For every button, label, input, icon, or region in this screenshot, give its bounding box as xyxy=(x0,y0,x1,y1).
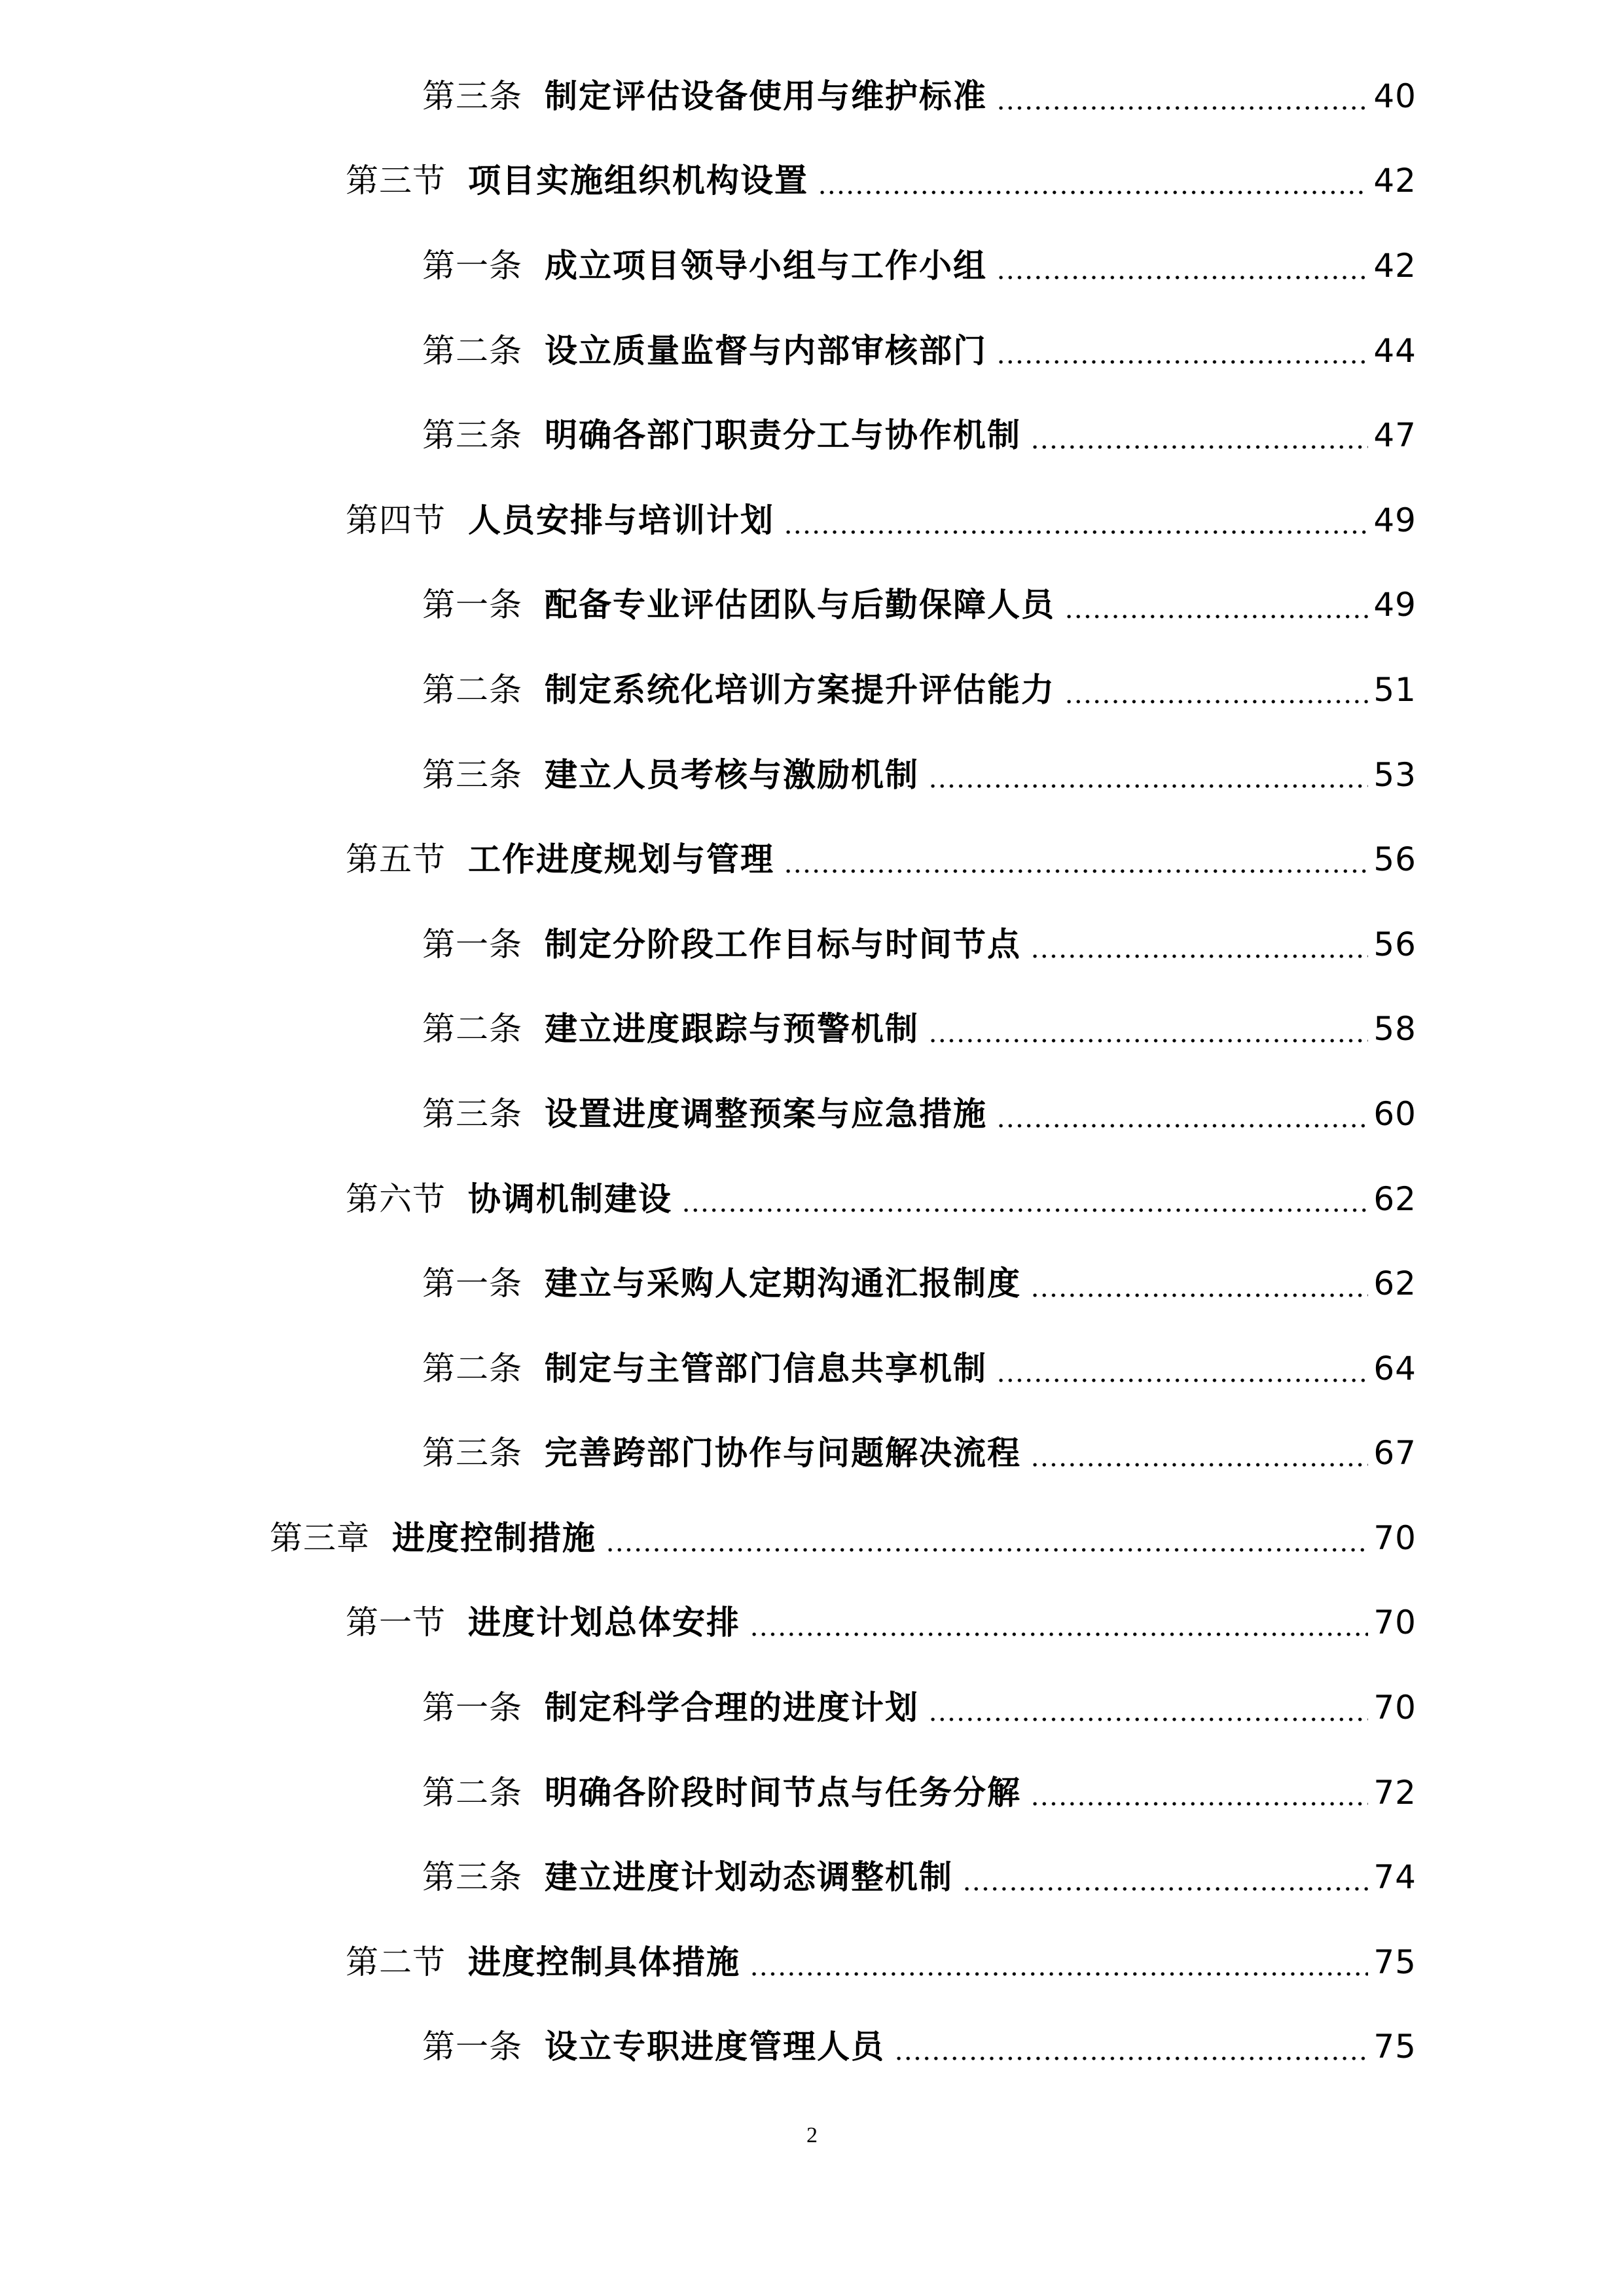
toc-entry-article[interactable] xyxy=(0,647,1624,732)
toc-entry-number: 第二条 xyxy=(422,331,522,370)
dot-leader xyxy=(681,1208,1368,1212)
toc-entry-page-number: 60 xyxy=(1373,1094,1416,1133)
toc-entry-article[interactable] xyxy=(0,393,1624,478)
toc-entry-page-number: 70 xyxy=(1373,1518,1416,1557)
toc-entry-number: 第三条 xyxy=(422,1434,522,1473)
dot-leader xyxy=(928,1717,1368,1721)
dot-leader xyxy=(962,1887,1368,1891)
dot-leader xyxy=(928,1039,1368,1043)
toc-entry-section[interactable] xyxy=(0,1157,1624,1242)
toc-entry-number: 第一条 xyxy=(422,2028,522,2066)
toc-entry-number: 第二条 xyxy=(422,1349,522,1388)
toc-entry-article[interactable] xyxy=(0,54,1624,139)
toc-entry-title: 明确各阶段时间节点与任务分解 xyxy=(545,1772,1021,1812)
toc-entry-section[interactable] xyxy=(0,478,1624,563)
dot-leader xyxy=(749,1632,1368,1636)
toc-entry-number: 第五节 xyxy=(346,840,446,879)
table-of-contents xyxy=(0,54,1624,2089)
toc-entry-title: 人员安排与培训计划 xyxy=(468,500,774,539)
dot-leader xyxy=(996,276,1368,279)
toc-entry-number: 第三条 xyxy=(422,416,522,455)
dot-leader xyxy=(784,530,1368,534)
toc-entry-title: 成立项目领导小组与工作小组 xyxy=(545,245,987,285)
toc-entry-page-number: 67 xyxy=(1373,1434,1416,1473)
toc-entry-title: 制定科学合理的进度计划 xyxy=(545,1688,919,1727)
toc-entry-page-number: 75 xyxy=(1373,2028,1416,2066)
toc-entry-number: 第二条 xyxy=(422,1773,522,1812)
toc-entry-title: 建立进度跟踪与预警机制 xyxy=(545,1009,919,1049)
toc-entry-number: 第三条 xyxy=(422,755,522,794)
toc-entry-title: 制定分阶段工作目标与时间节点 xyxy=(545,924,1021,963)
toc-entry-number: 第三条 xyxy=(422,1094,522,1133)
toc-entry-article[interactable] xyxy=(0,308,1624,393)
toc-entry-number: 第三条 xyxy=(422,77,522,115)
dot-leader xyxy=(1030,445,1368,449)
toc-entry-title: 进度控制措施 xyxy=(392,1518,596,1557)
toc-entry-page-number: 75 xyxy=(1373,1943,1416,1981)
toc-entry-title: 建立人员考核与激励机制 xyxy=(545,755,919,794)
toc-entry-page-number: 49 xyxy=(1373,501,1416,539)
toc-entry-title: 制定评估设备使用与维护标准 xyxy=(545,76,987,115)
toc-entry-article[interactable] xyxy=(0,563,1624,648)
toc-entry-article[interactable] xyxy=(0,1750,1624,1835)
dot-leader xyxy=(1064,615,1368,619)
toc-entry-page-number: 49 xyxy=(1373,586,1416,624)
toc-entry-article[interactable] xyxy=(0,1326,1624,1411)
dot-leader xyxy=(1030,1293,1368,1297)
toc-entry-section[interactable] xyxy=(0,817,1624,902)
toc-entry-page-number: 40 xyxy=(1373,77,1416,115)
dot-leader xyxy=(1030,1802,1368,1806)
dot-leader xyxy=(894,2056,1368,2060)
toc-entry-article[interactable] xyxy=(0,987,1624,1072)
toc-entry-page-number: 64 xyxy=(1373,1349,1416,1388)
toc-entry-title: 设置进度调整预案与应急措施 xyxy=(545,1094,987,1133)
toc-entry-article[interactable] xyxy=(0,732,1624,817)
toc-entry-title: 配备专业评估团队与后勤保障人员 xyxy=(545,585,1055,624)
toc-entry-number: 第一条 xyxy=(422,246,522,285)
toc-entry-number: 第一条 xyxy=(422,1265,522,1303)
toc-entry-article[interactable] xyxy=(0,223,1624,308)
toc-entry-number: 第一条 xyxy=(422,1689,522,1727)
dot-leader xyxy=(996,106,1368,110)
toc-entry-number: 第六节 xyxy=(346,1179,446,1218)
toc-entry-article[interactable] xyxy=(0,1071,1624,1157)
toc-entry-number: 第二条 xyxy=(422,670,522,709)
toc-entry-page-number: 56 xyxy=(1373,925,1416,963)
dot-leader xyxy=(928,784,1368,788)
toc-entry-page-number: 62 xyxy=(1373,1179,1416,1218)
toc-entry-page-number: 56 xyxy=(1373,840,1416,879)
dot-leader xyxy=(749,1972,1368,1976)
toc-entry-page-number: 47 xyxy=(1373,416,1416,455)
toc-entry-page-number: 72 xyxy=(1373,1773,1416,1812)
toc-entry-article[interactable] xyxy=(0,1835,1624,1920)
toc-entry-page-number: 62 xyxy=(1373,1265,1416,1303)
toc-entry-title: 设立专职进度管理人员 xyxy=(545,2027,885,2066)
toc-entry-title: 建立与采购人定期沟通汇报制度 xyxy=(545,1264,1021,1303)
dot-leader xyxy=(1030,954,1368,958)
toc-entry-section[interactable] xyxy=(0,1581,1624,1666)
toc-entry-title: 工作进度规划与管理 xyxy=(468,840,774,879)
toc-entry-title: 进度计划总体安排 xyxy=(468,1603,740,1642)
toc-entry-title: 进度控制具体措施 xyxy=(468,1942,740,1981)
toc-entry-number: 第二条 xyxy=(422,1010,522,1049)
toc-entry-section[interactable] xyxy=(0,1920,1624,2005)
toc-entry-page-number: 70 xyxy=(1373,1689,1416,1727)
dot-leader xyxy=(818,190,1368,194)
dot-leader xyxy=(784,869,1368,873)
toc-entry-title: 建立进度计划动态调整机制 xyxy=(545,1857,953,1897)
toc-entry-title: 完善跨部门协作与问题解决流程 xyxy=(545,1433,1021,1473)
toc-entry-page-number: 70 xyxy=(1373,1604,1416,1642)
toc-entry-number: 第一节 xyxy=(346,1604,446,1642)
toc-entry-chapter[interactable] xyxy=(0,1496,1624,1581)
dot-leader xyxy=(996,1124,1368,1128)
toc-entry-article[interactable] xyxy=(0,1665,1624,1750)
toc-entry-article[interactable] xyxy=(0,902,1624,987)
toc-entry-section[interactable] xyxy=(0,139,1624,224)
toc-entry-page-number: 53 xyxy=(1373,755,1416,794)
toc-entry-title: 明确各部门职责分工与协作机制 xyxy=(545,416,1021,455)
toc-entry-title: 制定系统化培训方案提升评估能力 xyxy=(545,670,1055,709)
toc-entry-number: 第三条 xyxy=(422,1858,522,1897)
toc-entry-page-number: 42 xyxy=(1373,246,1416,285)
dot-leader xyxy=(996,360,1368,364)
toc-entry-title: 项目实施组织机构设置 xyxy=(468,161,808,200)
dot-leader xyxy=(1030,1463,1368,1467)
toc-entry-number: 第四节 xyxy=(346,501,446,539)
toc-entry-number: 第一条 xyxy=(422,586,522,624)
toc-entry-page-number: 42 xyxy=(1373,162,1416,200)
page-number: 2 xyxy=(806,2123,818,2147)
toc-entry-article[interactable] xyxy=(0,2005,1624,2090)
toc-entry-number: 第一条 xyxy=(422,925,522,963)
dot-leader xyxy=(605,1548,1368,1552)
toc-entry-page-number: 44 xyxy=(1373,331,1416,370)
dot-leader xyxy=(996,1378,1368,1382)
toc-entry-title: 设立质量监督与内部审核部门 xyxy=(545,331,987,370)
toc-entry-number: 第三章 xyxy=(270,1518,370,1557)
toc-entry-number: 第三节 xyxy=(346,162,446,200)
dot-leader xyxy=(1064,700,1368,704)
toc-entry-title: 制定与主管部门信息共享机制 xyxy=(545,1348,987,1388)
toc-entry-page-number: 58 xyxy=(1373,1010,1416,1049)
toc-entry-number: 第二节 xyxy=(346,1943,446,1981)
toc-entry-title: 协调机制建设 xyxy=(468,1179,672,1218)
toc-entry-page-number: 74 xyxy=(1373,1858,1416,1897)
toc-entry-article[interactable] xyxy=(0,1411,1624,1496)
toc-entry-article[interactable] xyxy=(0,1241,1624,1326)
toc-entry-page-number: 51 xyxy=(1373,670,1416,709)
